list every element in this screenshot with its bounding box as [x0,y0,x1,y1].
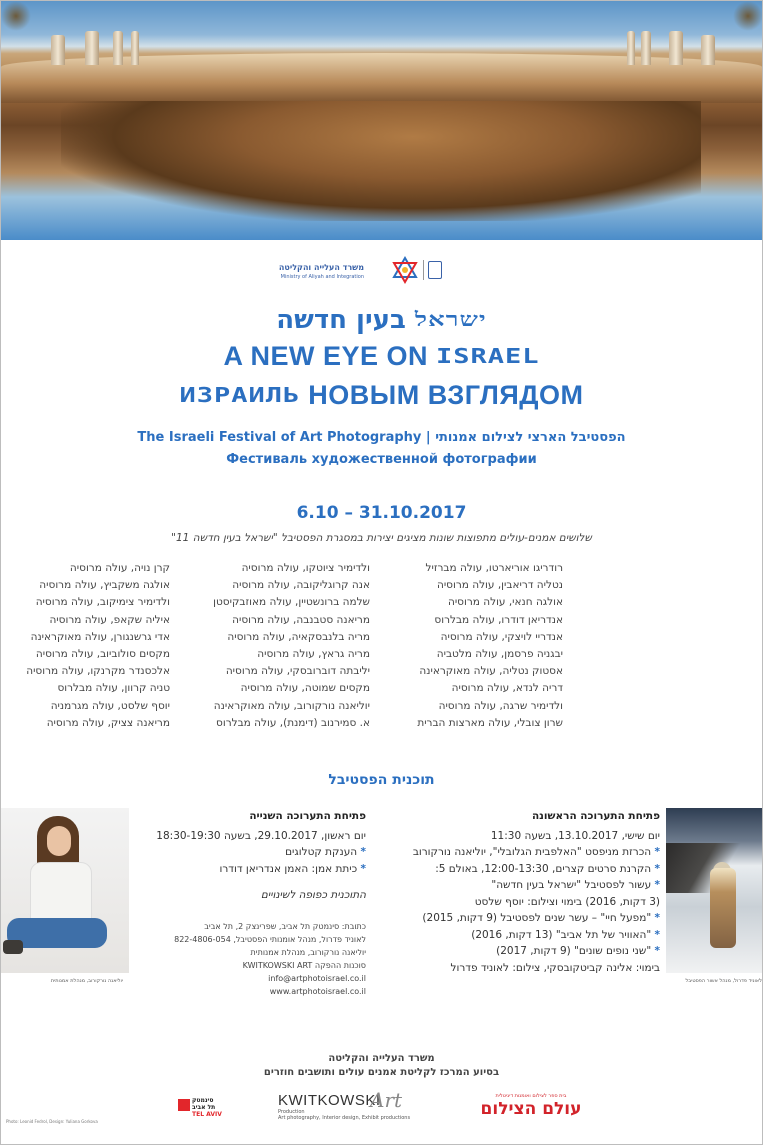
kwitkowski-name: KWITKOWSKI [278,1092,381,1109]
artist-entry: אנדריי לויצקי, עולה מרוסיה [440,630,563,643]
second-opening-heading: פתיחת התערוכה השנייה [249,810,366,822]
hero-pillar [113,31,123,65]
title-english [0,341,763,372]
hero-tree [1,1,31,31]
hero-pillar [701,35,715,65]
artist-entry: ולדימיר ציוטקו, עולה מרוסיה [241,562,370,574]
artist-entry: איליה שקאפ, עולה מרוסיה [49,613,170,626]
contact-agency: סוכנות ההפקה KWITKOWSKI ART [242,961,366,970]
photo-man [710,868,736,948]
footer-support-text: בסיוע המרכז לקליטת אמנים עולים ותושבים חוזרים [263,1067,500,1078]
intro-text: שלושים אמנים-עולים מתפוצות שונות מציגים יצירות במסגרת הפסטיבל "ישראל בעין חדשה 11" [171,532,592,544]
artist-entry: יליבתה דוברובסקי, עולה מרוסיה [225,665,370,678]
hero-canyon [61,101,701,221]
artist-entry: נטליה דריאבין, עולה מרוסיה [436,579,563,592]
cinematheque-line: סינמטק [192,1097,214,1104]
program-item: * "שני נופים שונים" (9 דקות, 2017) [496,945,660,957]
olam-hatzilum-tagline: בית ספר לצילום ואומנות דיגיטלית [495,1093,567,1099]
hero-photo [1,1,762,240]
second-opening-date: יום ראשון, 29.10.2017, בשעה 18:30-19:30 [156,829,366,842]
program-item: * "האוויר של תל אביב" (13 דקות, 2016) [471,928,660,941]
program-item: * הכרזת מניפסט "האלפבית הגלובלי", יוליאנה נורקורוב [412,846,660,858]
israel-stylized-russian: ИЗРАИЛЬ [179,383,301,408]
program-item: * עשור לפסטיבל "ישראל בעין חדשה" [491,879,660,891]
artist-entry: אולגה משקביץ, עולה מרוסיה [39,579,170,592]
first-opening-heading: פתיחת התערוכה הראשונה [531,810,660,822]
artists-column-2 [170,560,370,732]
bullet-star-icon: * [654,879,660,891]
artist-entry: אנדריאן דודרו, עולה מבלרוס [434,613,563,626]
contact-website-link[interactable]: www.artphotoisrael.co.il [269,987,366,996]
bullet-star-icon: * [654,945,660,957]
program-item: * "מפעל חיי" – עשר שנים לפסטיבל (9 דקות, 2015) [422,912,660,924]
subtitle-english-hebrew: The Israeli Festival of Art Photography | הפסטיבל הארצי לצילום אמנותי [137,430,626,445]
hero-pillar [85,31,99,65]
contact-curator: יוליאנה נורקורוב, מנהלת אמנותית [250,948,366,957]
israel-stylized-english: ISRAEL [436,344,540,369]
bullet-star-icon: * [360,862,366,875]
artist-entry: יוליאנה נורקורוב, עולה מאוקראינה [213,699,370,712]
contact-address: כתובת: סינמטק תל אביב, שפרינצק 2, תל אביב [204,922,366,931]
portrait-photo-director [666,808,762,973]
hero-pillar [51,35,65,65]
artist-entry: שלמה ברונשטיין, עולה מאוזבקיסטן [213,596,370,609]
artist-entry: מריה בלנבסקאיה, עולה מרוסיה [227,630,370,643]
title-russian-suffix: НОВЫМ ВЗГЛЯДОМ [308,380,584,410]
artist-entry: אלכסנדר מקרנקו, עולה מרוסיה [26,665,170,678]
program-item: * כיתת אמן: האמן אנדריאן דודרו [219,862,366,875]
bullet-star-icon: * [654,846,660,858]
portrait-photo-curator [1,808,129,973]
artist-entry: א. סמירנוב (דימנת), עולה מבלרוס [216,716,370,729]
footer-ministry: משרד העלייה והקליטה [328,1053,435,1064]
cinematheque-mark-icon [178,1099,190,1111]
artist-entry: שרון צובלי, עולה מארצות הברית [417,716,563,729]
artist-entry: אולגה חנאי, עולה מרוסיה [447,596,563,609]
artist-entry: מקסים סולוביוב, עולה מרוסיה [35,648,170,661]
kwitkowski-sub1: Production [278,1109,305,1115]
hero-tree [733,1,762,31]
hero-pillar [669,31,683,65]
photo-caption-left: יוליאנה נורקורוב, מנהלת אמנותית [50,978,123,984]
title-russian [0,380,763,411]
first-opening-date: יום שישי, 13.10.2017, בשעה 11:30 [490,829,660,842]
artist-entry: יבגניה פרסמן, עולה מלטביה [436,648,563,661]
hero-pillar [641,31,651,65]
bullet-star-icon: * [654,862,660,875]
artist-entry: דריה לנדא, עולה מרוסיה [451,682,563,695]
program-item: * הענקת קטלוגים [285,846,366,858]
olam-hatzilum-logo [476,1093,586,1119]
artist-entry: אסטוק נטליה, עולה מאוקראינה [419,665,563,678]
hero-pillar [627,31,635,65]
artist-entry: יוסף שלסט, עולה מגרמניה [50,699,170,712]
photo-face [47,826,71,856]
festival-dates: 6.10 – 31.10.2017 [296,503,467,523]
title-english-prefix: A NEW EYE ON [223,341,428,371]
cinematheque-logo [178,1095,226,1117]
israel-stylized-hebrew: ישראל [414,308,487,332]
ministry-logo [278,256,470,286]
star-of-david-icon [391,256,419,284]
bullet-star-icon: * [654,912,660,924]
photo-boot [3,940,23,954]
artist-entry: קרן נויה, עולה מרוסיה [69,562,170,574]
cinematheque-text [192,1097,222,1118]
cinematheque-line: TEL AVIV [192,1111,222,1118]
artist-entry: מקסים שמוטה, עולה מרוסיה [240,682,370,695]
title-hebrew [0,305,763,335]
artist-entry: אנה קרוגליקובה, עולה מרוסיה [232,579,370,592]
artist-entry: מריאנה סטבנבה, עולה מרוסיה [232,613,370,626]
ministry-name-english: Ministry of Aliyah and Integration [280,274,364,280]
program-item: * הקרנת סרטים קצרים, 12:00-13:30, באולם 5: [435,862,660,875]
cinematheque-line: תל אביב [192,1104,216,1111]
bullet-star-icon: * [654,928,660,941]
kwitkowski-sub2: Art photography, Interior design, Exhibit productions [278,1115,411,1121]
artist-entry: רודריגו אוריארטו, עולה מברזיל [425,562,563,574]
contact-email-link[interactable]: info@artphotoisrael.co.il [268,974,366,983]
state-emblem-icon [428,261,442,279]
logo-divider [423,260,424,280]
title-hebrew-suffix: בעין חדשה [276,305,406,335]
contact-block [140,920,366,998]
artists-column-3 [0,560,170,732]
program-note: התוכנית כפופה לשינויים [260,889,366,901]
program-title: תוכנית הפסטיבל [328,772,435,788]
program-item-detail: (3 דקות, 2016) בימוי וצילום: יוסף שלסט [474,895,660,908]
contact-director: לאוניד פדרול, מנהל אומנותי הפסטיבל, 822-4806-054 [174,935,366,944]
film-credit: בימוי: אלינה קביטקובסקי, צילום: לאוניד פדרול [450,961,660,974]
artist-entry: ולדימיר צימיקוב, עולה מרוסיה [35,596,170,609]
kwitkowski-logo [278,1088,418,1126]
olam-hatzilum-name: עולם הצילום [480,1099,582,1119]
artist-entry: טניה קרוון, עולה מבלרוס [57,682,170,695]
artist-entry: מריאנה צציק, עולה מרוסיה [46,716,170,729]
artists-column-1 [363,560,563,732]
artist-entry: מריה גראץ, עולה מרוסיה [257,648,370,661]
artist-entry: אדי גרשנגורן, עולה מאוקראינה [30,630,170,643]
ministry-name-hebrew: משרד העלייה והקליטה [278,263,364,272]
second-opening [140,808,366,904]
first-opening [400,808,660,976]
photo-caption-right: לאוניד פדרול, מנהל אשור הפסטיבל [685,978,762,984]
subtitle-russian: Фестиваль художественной фотографии [226,452,537,467]
kwitkowski-art: Art [370,1088,403,1112]
artist-entry: ולדימיר שרגה, עולה מרוסיה [438,699,563,712]
design-credit: Photo: Leonid Fedrol, Design: Yuliana Gorkova [6,1119,98,1124]
hero-pillar [131,31,139,65]
bullet-star-icon: * [360,846,366,858]
